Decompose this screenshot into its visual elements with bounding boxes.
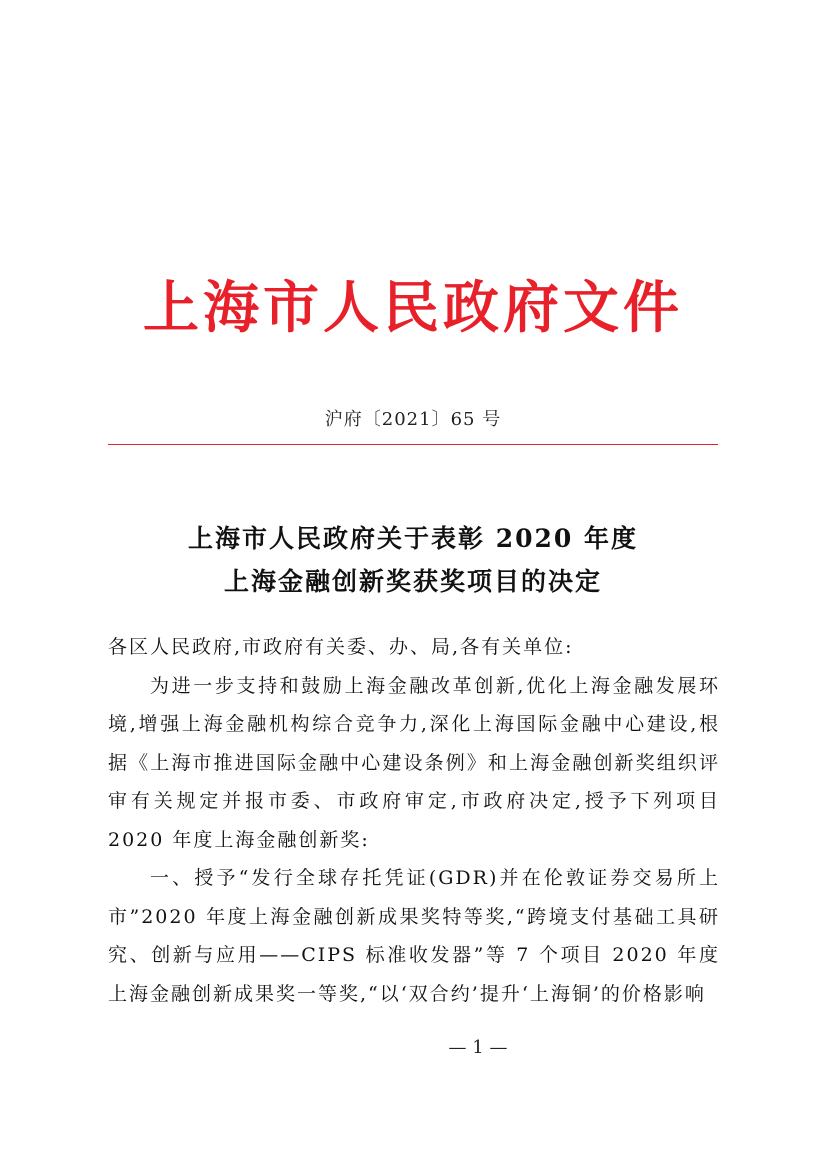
document-title-line-1: 上海市人民政府关于表彰 2020 年度 xyxy=(188,524,638,553)
document-number: 沪府〔2021〕65 号 xyxy=(324,409,502,430)
salutation: 各区人民政府,市政府有关委、办、局,各有关单位: xyxy=(108,636,574,658)
red-divider xyxy=(108,444,718,445)
document-body xyxy=(108,628,720,1013)
page-number: — 1 — xyxy=(448,1037,508,1058)
paragraph: 一、授予“发行全球存托凭证(GDR)并在伦敦证券交易所上市”2020 年度上海金融创新成果奖特等奖,“跨境支付基础工具研究、创新与应用——CIPS 标准收发器”等 7 个项目 2020 年度上海金融创新成果奖一等奖,“以‘双合约’提升‘上海铜’的价格影响 xyxy=(108,867,720,1005)
masthead-title: 上海市人民政府文件 xyxy=(143,275,683,341)
paragraph: 为进一步支持和鼓励上海金融改革创新,优化上海金融发展环境,增强上海金融机构综合竞争力,深化上海国际金融中心建设,根据《上海市推进国际金融中心建设条例》和上海金融创新奖组织评审有关规定并报市委、市政府审定,市政府决定,授予下列项目 2020 年度上海金融创新奖: xyxy=(108,674,720,851)
document-title-line-2: 上海金融创新奖获奖项目的决定 xyxy=(223,567,602,596)
